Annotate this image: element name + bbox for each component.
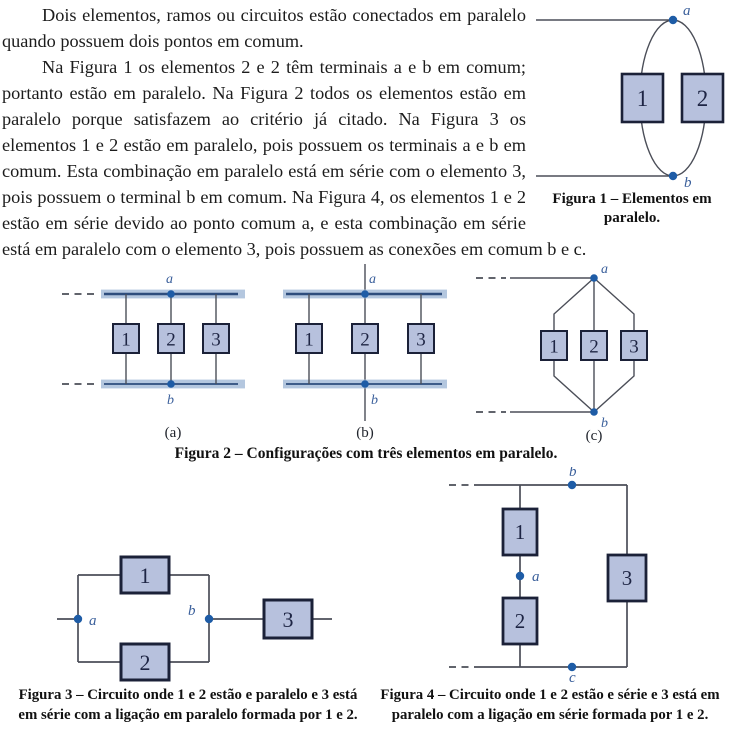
paragraph-2: Na Figura 1 os elementos 2 e 2 têm terminais a e b em comum; portanto estão em paralelo. Na Figura 2 todos os elementos estão em paralelo porque satisfazem ao critério já citado. Na Figura 3 os elementos 1 e 2 estão em paralelo, pois possuem os terminais a e b em comum. Esta combinação em paralelo está em série com o elemento 3, pois possuem o terminal b em comum. Na Figura 4, os elementos 1 e 2 estão em série devido ao ponto comum a, e esta combinação em série está em paralelo com o elemento 3, pois possuem as conexões em comum b e c. bbox=[2, 57, 587, 259]
figure-2-caption: Figura 2 – Configurações com três elementos em paralelo. bbox=[174, 445, 558, 462]
fig2a-node-a-label: a bbox=[166, 272, 173, 287]
fig4-node-b-dot bbox=[568, 481, 576, 489]
figure-2a-diagram bbox=[48, 264, 260, 444]
figure-4-diagram bbox=[401, 467, 699, 683]
figure-1 bbox=[534, 4, 730, 228]
fig2c-node-a-dot bbox=[590, 274, 598, 282]
fig2a-element-3-label: 3 bbox=[211, 329, 221, 351]
fig4-wires bbox=[475, 485, 627, 667]
fig4-element-2-label: 2 bbox=[514, 609, 526, 633]
fig4-node-c-label: c bbox=[569, 670, 576, 683]
fig2a-node-b-dot bbox=[167, 380, 175, 388]
fig3-node-b-label: b bbox=[188, 603, 196, 619]
figure-4 bbox=[372, 467, 728, 726]
fig3-node-b-dot bbox=[205, 615, 213, 623]
figure-1-caption: Figura 1 – Elementos em paralelo. bbox=[552, 191, 712, 227]
fig1-element-2-label: 2 bbox=[696, 86, 709, 111]
fig2b-node-a-label: a bbox=[369, 272, 376, 287]
fig4-element-1-label: 1 bbox=[514, 520, 526, 544]
intro-section bbox=[2, 2, 730, 262]
fig2a-node-b-label: b bbox=[167, 393, 174, 408]
fig1-node-b-dot bbox=[669, 172, 677, 180]
fig3-node-a-dot bbox=[74, 615, 82, 623]
fig2c-wires bbox=[510, 278, 634, 412]
fig3-element-1-label: 1 bbox=[139, 563, 151, 588]
fig2b-element-3-label: 3 bbox=[416, 329, 426, 351]
fig2b-node-b-dot bbox=[361, 380, 369, 388]
fig2c-element-1-label: 1 bbox=[549, 336, 559, 358]
fig1-node-a-label: a bbox=[683, 4, 691, 19]
fig4-node-b-label: b bbox=[569, 467, 577, 480]
figure-2a-label: (a) bbox=[164, 425, 182, 441]
fig1-node-b-label: b bbox=[684, 175, 692, 190]
fig2c-element-2-label: 2 bbox=[589, 336, 599, 358]
figure-2c-diagram bbox=[470, 264, 702, 444]
bottom-figures bbox=[2, 467, 730, 726]
fig2b-element-2-label: 2 bbox=[360, 329, 370, 351]
fig2b-element-1-label: 1 bbox=[304, 329, 314, 351]
fig1-node-a-dot bbox=[669, 16, 677, 24]
fig2c-node-b-label: b bbox=[601, 416, 608, 431]
figure-2c-label: (c) bbox=[585, 428, 603, 444]
fig3-node-a-label: a bbox=[89, 613, 97, 629]
fig4-node-a-dot bbox=[516, 572, 524, 580]
fig1-element-1-label: 1 bbox=[636, 86, 649, 111]
fig2c-node-b-dot bbox=[590, 408, 598, 416]
figure-3 bbox=[4, 533, 372, 726]
figure-2-row bbox=[2, 264, 730, 444]
fig4-node-a-label: a bbox=[532, 569, 540, 585]
fig2a-node-a-dot bbox=[167, 290, 175, 298]
fig2a-element-1-label: 1 bbox=[121, 329, 131, 351]
figure-2 bbox=[2, 262, 730, 463]
figure-2b-label: (b) bbox=[356, 425, 374, 441]
paragraph-1: Dois elementos, ramos ou circuitos estão conectados em paralelo quando possuem dois pontos em comum. bbox=[2, 5, 526, 51]
fig2b-node-a-dot bbox=[361, 290, 369, 298]
figure-3-caption: Figura 3 – Circuito onde 1 e 2 estão e paralelo e 3 está em série com a ligação em paralelo formada por 1 e 2. bbox=[18, 687, 358, 723]
fig3-element-2-label: 2 bbox=[139, 650, 151, 675]
fig2a-element-2-label: 2 bbox=[166, 329, 176, 351]
fig3-element-3-label: 3 bbox=[282, 607, 294, 632]
fig2c-element-3-label: 3 bbox=[629, 336, 639, 358]
figure-1-diagram bbox=[534, 4, 730, 190]
fig4-element-3-label: 3 bbox=[621, 566, 633, 590]
figure-4-caption: Figura 4 – Circuito onde 1 e 2 estão e série e 3 está em paralelo com a ligação em série formada por 1 e 2. bbox=[380, 687, 720, 723]
fig2c-node-a-label: a bbox=[601, 264, 608, 277]
fig2b-node-b-label: b bbox=[371, 393, 378, 408]
figure-3-diagram bbox=[32, 533, 344, 683]
figure-2b-diagram bbox=[279, 264, 451, 444]
